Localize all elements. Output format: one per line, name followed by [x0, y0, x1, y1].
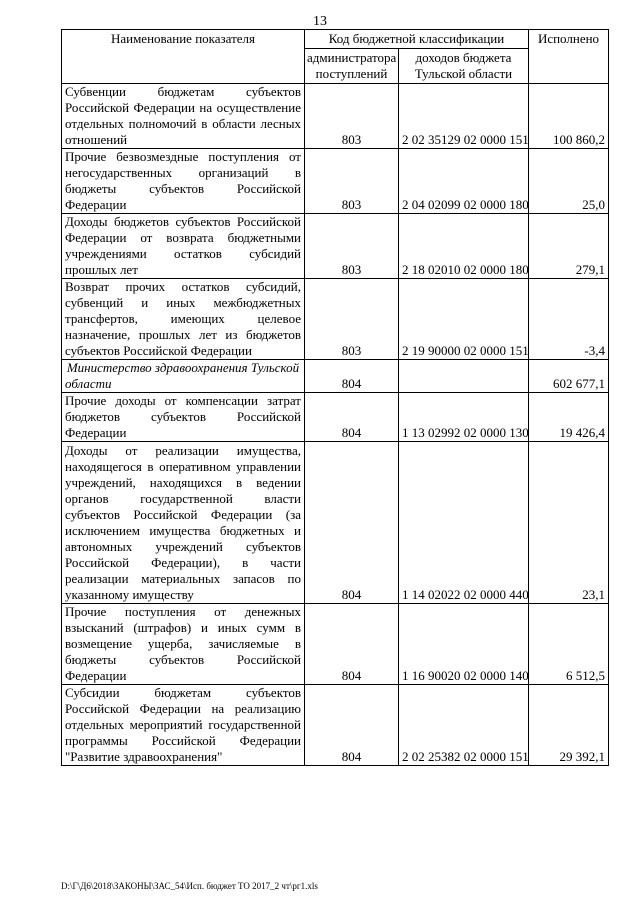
- row-income-code: 2 18 02010 02 0000 180: [399, 214, 529, 279]
- table-row: [62, 279, 609, 360]
- row-income-code: 1 13 02992 02 0000 130: [399, 393, 529, 442]
- row-income-code: 1 16 90020 02 0000 140: [399, 604, 529, 685]
- row-name: Прочие доходы от компенсации затрат бюджетов субъектов Российской Федерации: [62, 393, 305, 442]
- row-income-code: 2 02 35129 02 0000 151: [399, 84, 529, 149]
- table-row: [62, 214, 609, 279]
- row-name: Прочие безвозмездные поступления от негосударственных организаций в бюджеты субъектов Российской Федерации: [62, 149, 305, 214]
- header-admin-column: администратора поступлений: [305, 49, 399, 84]
- file-path-footer: D:\Г\Д6\2018\ЗАКОНЫ\ЗАС_54\Исп. бюджет ТО 2017_2 чт\рг1.xls: [61, 881, 318, 891]
- row-admin-code: 804: [305, 604, 399, 685]
- row-income-code: 2 04 02099 02 0000 180: [399, 149, 529, 214]
- row-amount: 19 426,4: [529, 393, 609, 442]
- row-name: Субвенции бюджетам субъектов Российской Федерации на осуществление отдельных полномочий в области лесных отношений: [62, 84, 305, 149]
- row-amount: 602 677,1: [529, 360, 609, 393]
- table-row: [62, 442, 609, 604]
- row-amount: 29 392,1: [529, 685, 609, 766]
- row-amount: 6 512,5: [529, 604, 609, 685]
- header-code-group: Код бюджетной классификации: [305, 30, 529, 49]
- row-admin-code: 803: [305, 214, 399, 279]
- row-name: Возврат прочих остатков субсидий, субвенций и иных межбюджетных трансфертов, имеющих целевое назначение, прошлых лет из бюджетов субъектов Российской Федерации: [62, 279, 305, 360]
- row-admin-code: 804: [305, 442, 399, 604]
- row-name: Доходы от реализации имущества, находящегося в оперативном управлении учреждений, находящихся в ведении органов государственной власти субъектов Российской Федерации (за исключением имущества бюджетных и автономных учреждений субъектов Российской Федерации), в части реализации материальных запасов по указанному имуществу: [62, 442, 305, 604]
- header-income-column: доходов бюджета Тульской области: [399, 49, 529, 84]
- row-amount: -3,4: [529, 279, 609, 360]
- row-admin-code: 803: [305, 279, 399, 360]
- page-number: 13: [313, 14, 327, 29]
- row-income-code: 2 02 25382 02 0000 151: [399, 685, 529, 766]
- row-name: Доходы бюджетов субъектов Российской Федерации от возврата бюджетными учреждениями остатков субсидий прошлых лет: [62, 214, 305, 279]
- row-name: Субсидии бюджетам субъектов Российской Федерации на реализацию отдельных мероприятий государственной программы Российской Федерации "Развитие здравоохранения": [62, 685, 305, 766]
- row-admin-code: 804: [305, 685, 399, 766]
- row-income-code: 2 19 90000 02 0000 151: [399, 279, 529, 360]
- table-row: [62, 604, 609, 685]
- row-name: Прочие поступления от денежных взысканий (штрафов) и иных сумм в возмещение ущерба, зачисляемые в бюджеты субъектов Российской Федерации: [62, 604, 305, 685]
- row-admin-code: 803: [305, 84, 399, 149]
- row-income-code: [399, 360, 529, 393]
- budget-table: [61, 29, 609, 766]
- table-row-ministry: [62, 360, 609, 393]
- header-name-column: Наименование показателя: [62, 30, 305, 84]
- row-admin-code: 803: [305, 149, 399, 214]
- header-executed-column: Исполнено: [529, 30, 609, 84]
- table-row: [62, 393, 609, 442]
- row-amount: 25,0: [529, 149, 609, 214]
- row-admin-code: 804: [305, 360, 399, 393]
- row-amount: 100 860,2: [529, 84, 609, 149]
- table-row: [62, 685, 609, 766]
- row-amount: 23,1: [529, 442, 609, 604]
- row-income-code: 1 14 02022 02 0000 440: [399, 442, 529, 604]
- table-row: [62, 149, 609, 214]
- row-admin-code: 804: [305, 393, 399, 442]
- table-row: [62, 84, 609, 149]
- ministry-name: Министерство здравоохранения Тульской области: [62, 360, 305, 393]
- row-amount: 279,1: [529, 214, 609, 279]
